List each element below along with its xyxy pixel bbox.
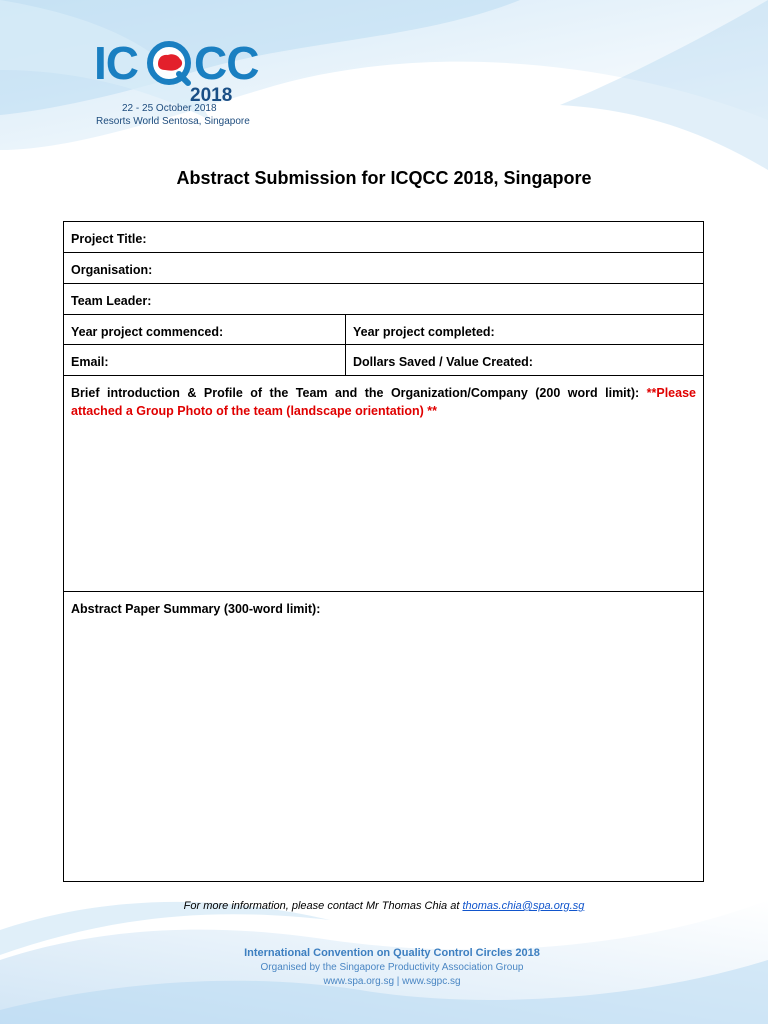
form-row-years: [64, 315, 703, 345]
dollars-saved-field[interactable]: [346, 345, 703, 375]
form-row-team-leader: [64, 284, 703, 315]
project-title-label: Project Title:: [71, 232, 147, 246]
abstract-label: Abstract Paper Summary (300-word limit):: [71, 602, 321, 616]
group-photo-note: **Please attached a Group Photo of the team (landscape orientation) **: [71, 386, 696, 418]
contact-text: For more information, please contact Mr Thomas Chia at: [183, 900, 460, 912]
project-title-field[interactable]: [64, 222, 703, 252]
form-row-organisation: [64, 253, 703, 284]
organisation-field[interactable]: [64, 253, 703, 283]
logo-q-singapore-icon: [146, 40, 192, 86]
abstract-field[interactable]: [64, 592, 703, 881]
event-date: 22 - 25 October 2018: [122, 103, 217, 114]
footer-organiser: Organised by the Singapore Productivity Association Group: [260, 962, 524, 973]
organisation-label: Organisation:: [71, 263, 153, 277]
page-title: Abstract Submission for ICQCC 2018, Singapore: [176, 168, 592, 188]
logo-text-cc: CC: [194, 37, 259, 89]
dollars-saved-label: Dollars Saved / Value Created:: [353, 355, 533, 369]
email-field[interactable]: [64, 345, 346, 375]
intro-label: Brief introduction & Profile of the Team and the Organization/Company (200 word limit):: [71, 386, 647, 400]
year-commenced-label: Year project commenced:: [71, 325, 224, 339]
form-row-abstract: [64, 592, 703, 881]
email-label: Email:: [71, 355, 109, 369]
logo-year: 2018: [190, 85, 233, 106]
intro-field[interactable]: [64, 376, 703, 591]
form-row-project-title: [64, 222, 703, 253]
year-commenced-field[interactable]: [64, 315, 346, 344]
team-leader-label: Team Leader:: [71, 294, 152, 308]
year-completed-label: Year project completed:: [353, 325, 495, 339]
year-completed-field[interactable]: [346, 315, 703, 344]
footer-convention-name: International Convention on Quality Control Circles 2018: [244, 947, 540, 959]
team-leader-field[interactable]: [64, 284, 703, 314]
footer-websites[interactable]: www.spa.org.sg | www.sgpc.sg: [323, 976, 461, 987]
contact-email-link[interactable]: thomas.chia@spa.org.sg: [462, 900, 585, 912]
logo-text-ic: IC: [94, 37, 138, 89]
form-row-intro: [64, 376, 703, 592]
contact-line: [0, 900, 768, 912]
submission-form: [63, 221, 704, 882]
event-venue: Resorts World Sentosa, Singapore: [96, 116, 250, 127]
form-row-email-dollars: [64, 345, 703, 376]
